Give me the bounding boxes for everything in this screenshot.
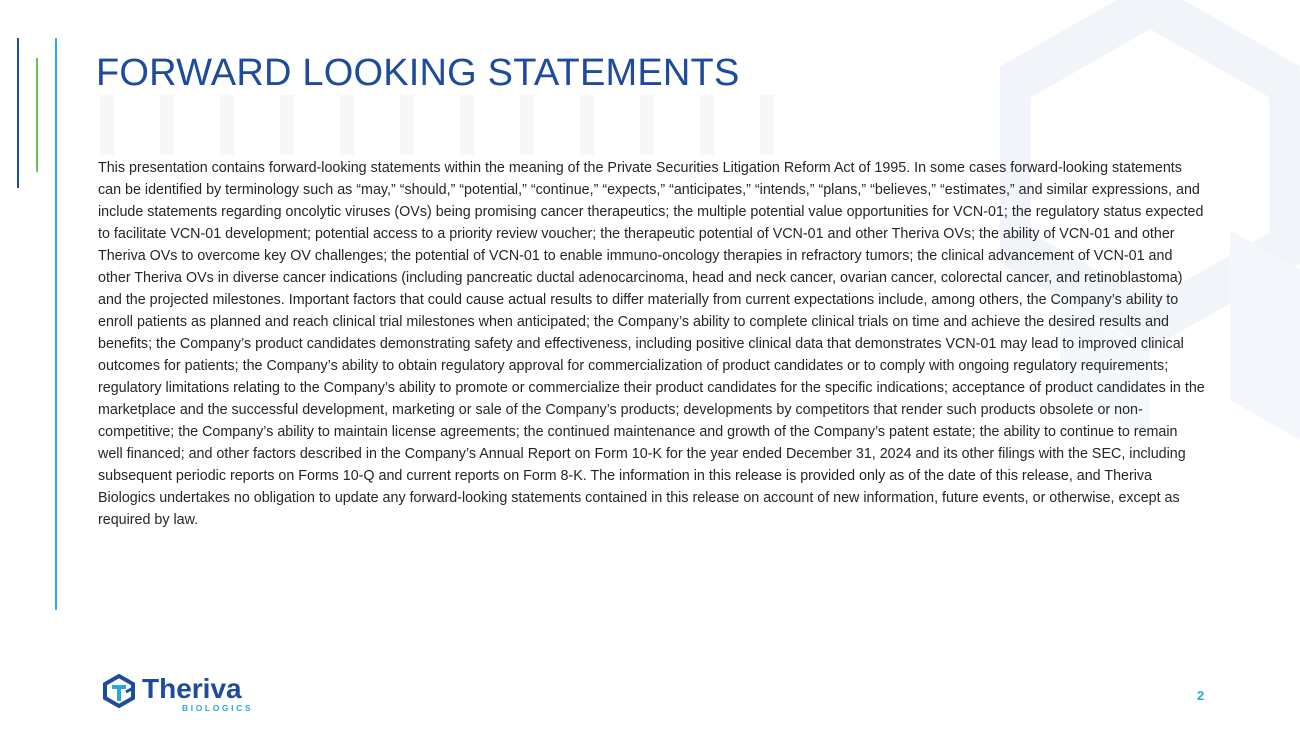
theriva-hexagon-logo-icon — [102, 674, 138, 708]
slide-title: FORWARD LOOKING STATEMENTS — [96, 52, 740, 94]
accent-line-dark-blue — [17, 38, 19, 188]
page-number: 2 — [1197, 688, 1205, 703]
logo-subtitle: BIOLOGICS — [182, 703, 254, 713]
background-stripe-decoration — [100, 95, 820, 155]
accent-line-green — [36, 58, 38, 172]
disclaimer-body-text: This presentation contains forward-looking statements within the meaning of the Private Securities Litigation Reform Act of 1995. In some cases forward-looking statements can be identified by terminology such as “may,” “should,” “potential,” “continue,” “expects,” “anticipates,” “intends,” “plans,” “believes,” “estimates,” and similar expressions, and include statements regarding oncolytic viruses (OVs) being promising cancer therapeutics; the multiple potential value opportunities for VCN-01; the regulatory status expected to facilitate VCN-01 development; potential access to a priority review voucher; the therapeutic potential of VCN-01 and other Theriva OVs; the ability of VCN-01 and other Theriva OVs to overcome key OV challenges; the potential of VCN-01 to enable immuno-oncology therapies in refractory tumors; the clinical advancement of VCN-01 and other Theriva OVs in diverse cancer indications (including pancreatic ductal adenocarcinoma, head and neck cancer, ovarian cancer, colorectal cancer, and retinoblastoma) and the projected milestones. Important factors that could cause actual results to differ materially from current expectations include, among others, the Company’s ability to enroll patients as planned and reach clinical trial milestones when anticipated; the Company’s ability to complete clinical trials on time and achieve the desired results and benefits; the Company’s product candidates demonstrating safety and effectiveness, including positive clinical data that demonstrates VCN-01 may lead to improved clinical outcomes for patients; the Company’s ability to obtain regulatory approval for commercialization of product candidates or to comply with ongoing regulatory requirements; regulatory limitations relating to the Company’s ability to promote or commercialize their product candidates for the specific indications; acceptance of product candidates in the marketplace and the successful development, marketing or sale of the Company’s products; developments by competitors that render such products obsolete or non-competitive; the Company’s ability to maintain license agreements; the continued maintenance and growth of the Company’s patent estate; the ability to continue to remain well financed; and other factors described in the Company’s Annual Report on Form 10-K for the year ended December 31, 2024 and its other filings with the SEC, including subsequent periodic reports on Forms 10-Q and current reports on Form 8-K. The information in this release is provided only as of the date of this release, and Theriva Biologics undertakes no obligation to update any forward-looking statements contained in this release on account of new information, future events, or otherwise, except as required by law. — [98, 160, 1205, 528]
logo-wordmark: Theriva — [142, 673, 242, 704]
theriva-logo — [102, 672, 262, 716]
accent-line-light-blue — [55, 38, 57, 610]
